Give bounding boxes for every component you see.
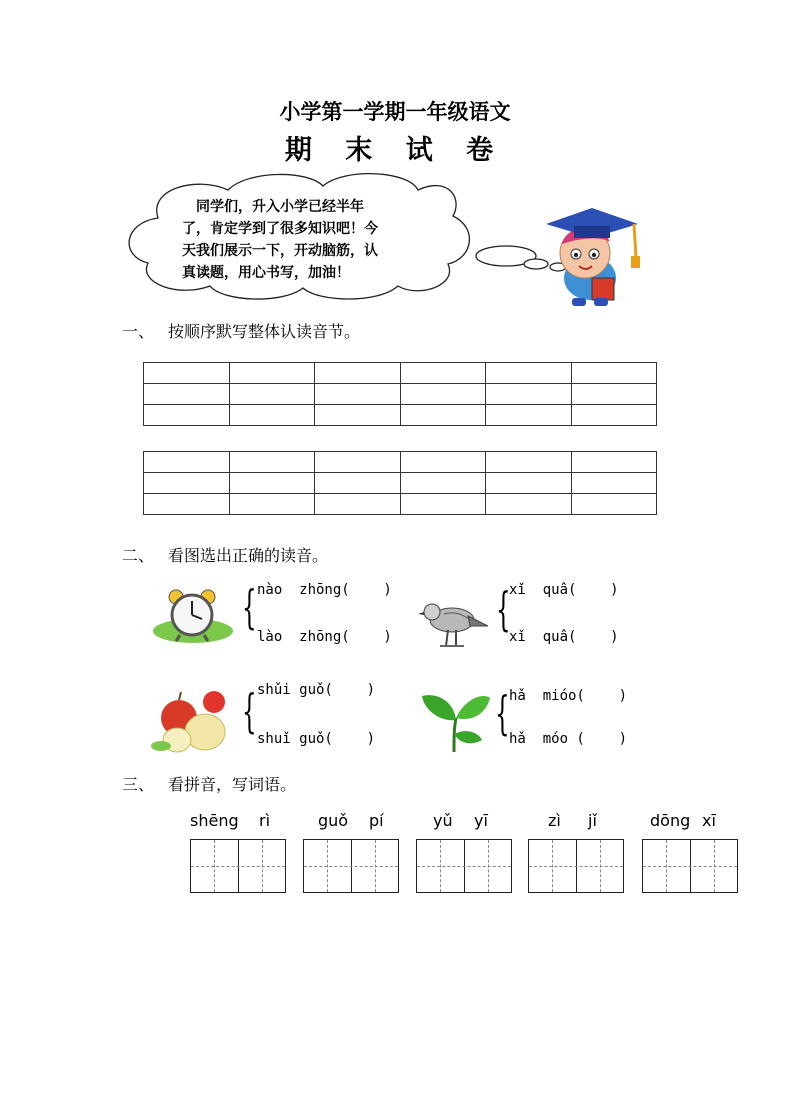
table-cell[interactable] <box>315 494 401 515</box>
table-cell[interactable] <box>229 405 315 426</box>
table-cell[interactable] <box>229 384 315 405</box>
table-cell[interactable] <box>229 473 315 494</box>
table-cell[interactable] <box>144 405 230 426</box>
table-cell[interactable] <box>144 363 230 384</box>
section-2-heading: 二、 看图选出正确的读音。 <box>122 546 329 565</box>
brace: { <box>495 686 510 740</box>
pinyin-2b: pí <box>369 811 384 830</box>
cartoon-student-icon <box>530 198 650 310</box>
table-cell[interactable] <box>486 473 572 494</box>
table-cell[interactable] <box>144 384 230 405</box>
pinyin-3a: yǔ <box>433 811 453 830</box>
fruits-icon <box>147 684 235 754</box>
pinyin-3b: yī <box>474 811 488 830</box>
section-1-heading: 一、 按顺序默写整体认读音节。 <box>122 322 361 341</box>
table-cell[interactable] <box>486 405 572 426</box>
pinyin-2a: guǒ <box>318 811 349 830</box>
table-cell[interactable] <box>486 363 572 384</box>
bird-icon <box>418 592 490 650</box>
intro-text: 同学们，升入小学已经半年 了，肯定学到了很多知识吧！今 天我们展示一下，开动脑筋，认 真读题，用心书写，加油！ <box>182 199 378 281</box>
writing-box-1[interactable] <box>190 839 286 893</box>
page-title: 小学第一学期一年级语文 <box>279 99 511 124</box>
table-cell[interactable] <box>486 494 572 515</box>
option-2b[interactable]: xǐ quâ( ) <box>509 629 619 645</box>
option-4b[interactable]: hǎ móo ( ) <box>509 731 628 747</box>
table-cell[interactable] <box>486 452 572 473</box>
writing-box-2[interactable] <box>303 839 399 893</box>
writing-box-4[interactable] <box>528 839 624 893</box>
option-3a[interactable]: shǔi guǒ( ) <box>257 682 376 698</box>
brace: { <box>496 582 511 636</box>
brace: { <box>242 580 257 634</box>
brace: { <box>242 684 257 738</box>
writing-box-3[interactable] <box>416 839 512 893</box>
table-cell[interactable] <box>400 384 486 405</box>
alarm-clock-icon <box>152 585 234 643</box>
table-cell[interactable] <box>400 494 486 515</box>
table-cell[interactable] <box>229 363 315 384</box>
table-cell[interactable] <box>400 363 486 384</box>
table-cell[interactable] <box>571 405 657 426</box>
option-4a[interactable]: hǎ mióo( ) <box>509 688 628 704</box>
table-cell[interactable] <box>315 473 401 494</box>
option-2a[interactable]: xǐ quâ( ) <box>509 582 619 598</box>
table-cell[interactable] <box>229 494 315 515</box>
answer-table-2 <box>143 451 657 515</box>
pinyin-1a: shēng <box>190 811 239 830</box>
table-cell[interactable] <box>315 452 401 473</box>
table-cell[interactable] <box>486 384 572 405</box>
table-cell[interactable] <box>315 384 401 405</box>
section-3-heading: 三、 看拼音，写词语。 <box>122 775 297 794</box>
table-cell[interactable] <box>400 473 486 494</box>
table-cell[interactable] <box>571 384 657 405</box>
answer-table-1 <box>143 362 657 426</box>
table-cell[interactable] <box>400 405 486 426</box>
pinyin-1b: rì <box>259 811 271 830</box>
pinyin-4b: jǐ <box>588 811 597 830</box>
table-cell[interactable] <box>315 405 401 426</box>
option-1b[interactable]: lào zhōng( ) <box>257 629 392 645</box>
pinyin-5b: xī <box>702 811 716 830</box>
table-cell[interactable] <box>229 452 315 473</box>
writing-box-5[interactable] <box>642 839 738 893</box>
option-1a[interactable]: nào zhōng( ) <box>257 582 392 598</box>
pinyin-4a: zì <box>548 811 561 830</box>
table-cell[interactable] <box>571 363 657 384</box>
table-cell[interactable] <box>571 452 657 473</box>
table-cell[interactable] <box>571 494 657 515</box>
pinyin-5a: dōng <box>650 811 691 830</box>
sprout-icon <box>420 688 492 754</box>
table-cell[interactable] <box>571 473 657 494</box>
table-cell[interactable] <box>144 473 230 494</box>
page-subtitle: 期 末 试 卷 <box>284 135 506 166</box>
table-cell[interactable] <box>144 494 230 515</box>
table-cell[interactable] <box>400 452 486 473</box>
table-cell[interactable] <box>315 363 401 384</box>
option-3b[interactable]: shuǐ guǒ( ) <box>257 731 376 747</box>
table-cell[interactable] <box>144 452 230 473</box>
